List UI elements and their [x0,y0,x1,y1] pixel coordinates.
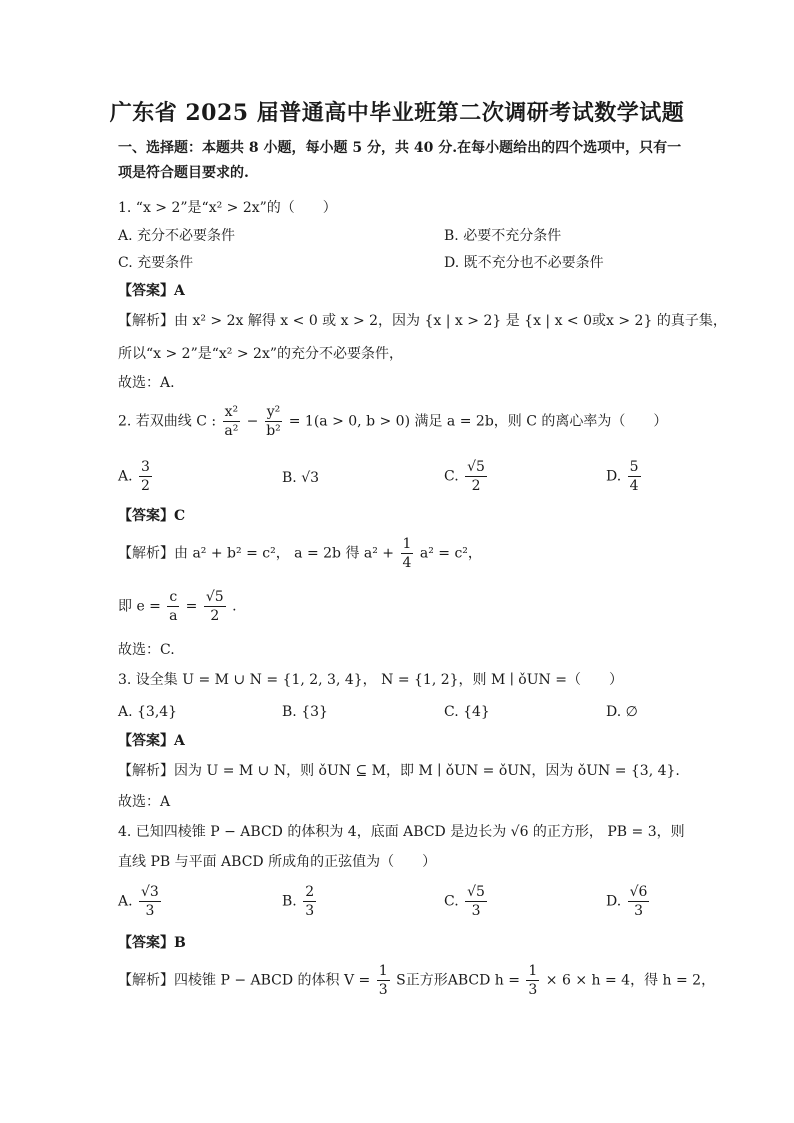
q2-option-d-frac [628,458,641,495]
q4-analysis-num2: 1 [528,963,538,979]
section-heading-line2: 项是符合题目要求的. [118,165,249,181]
q2-analysis-1-frac [401,535,414,572]
q2-analysis-1-num: 1 [402,536,412,552]
q2-frac-y [265,403,283,440]
q1-option-d: D. 既不充分也不必要条件 [444,255,604,271]
q4-answer: 【答案】B [118,935,186,951]
q3-option-c: C. {4} [444,704,490,720]
q2-conclusion: 故选：C. [118,642,175,658]
q4-option-c-label: C. [444,893,459,910]
q3-conclusion: 故选：A [118,794,171,810]
q2-analysis-2-pre: 即 e = [118,598,161,615]
q2-stem-pre: 2. 若双曲线 C : [118,413,217,430]
q4-option-b-frac [303,883,316,920]
q3-option-d: D. ∅ [606,704,638,720]
q2-frac-x-num: x² [224,404,239,420]
q4-analysis-den1: 3 [378,982,388,998]
q4-analysis [118,962,715,999]
q2-option-b [282,468,319,488]
q4-option-a-den: 3 [145,903,155,919]
q4-option-d-den: 3 [634,903,644,919]
q4-analysis-post: × 6 × h = 4，得 h = 2， [545,972,716,989]
q4-option-a-label: A. [118,893,133,910]
q2-option-c-frac [465,458,487,495]
q1-option-c: C. 充要条件 [118,255,194,271]
q1-analysis-1: 【解析】由 x² > 2x 解得 x < 0 或 x > 2，因为 {x | x > 2} 是 {x | x < 0或x > 2} 的真子集， [118,313,727,329]
q4-option-c [444,883,489,920]
q4-analysis-frac1 [377,962,390,999]
q2-option-c-num: √5 [467,459,485,475]
q4-analysis-num1: 1 [378,963,388,979]
q4-option-d [606,883,651,920]
q2-analysis-1-pre: 【解析】由 a² + b² = c²， a = 2b 得 a² + [118,545,395,562]
q4-stem-2: 直线 PB 与平面 ABCD 所成角的正弦值为（ ） [118,854,437,870]
q1-conclusion: 故选：A. [118,375,175,391]
q2-analysis-2-num2: √5 [205,589,224,605]
q2-frac-y-den: b² [266,423,281,439]
q2-option-c-label: C. [444,468,459,485]
q4-option-c-frac [465,883,487,920]
q2-option-a-frac [139,458,152,495]
q2-option-a-den: 2 [141,478,150,494]
q4-option-d-frac [628,883,650,920]
section-heading-line1: 一、选择题：本题共 8 小题，每小题 5 分，共 40 分.在每小题给出的四个选项中，只有一 [118,140,682,156]
q2-analysis-2-den1: a [169,608,178,624]
q4-stem-1: 4. 已知四棱锥 P − ABCD 的体积为 4，底面 ABCD 是边长为 √6 的正方形， PB = 3，则 [118,824,685,840]
q4-option-b-num: 2 [305,884,315,900]
q2-stem-post: = 1(a > 0, b > 0) 满足 a = 2b，则 C 的离心率为（ ） [288,413,668,430]
q4-analysis-den2: 3 [528,982,538,998]
q4-option-a-num: √3 [141,884,159,900]
q1-analysis-2: 所以“x > 2”是“x² > 2x”的充分不必要条件， [118,346,404,362]
q2-frac-x [223,403,241,440]
q2-minus: − [246,413,259,430]
q3-analysis: 【解析】因为 U = M ∪ N，则 ǒUN ⊆ M，即 M ∣ ǒUN = ǒUN，因为 ǒUN = {3, 4}. [118,763,680,779]
q3-answer: 【答案】A [118,733,185,749]
q2-stem [118,403,667,440]
q2-option-c [444,458,489,495]
q2-frac-x-den: a² [224,423,239,439]
q4-option-d-label: D. [606,893,622,910]
q1-stem: 1. “x > 2”是“x² > 2x”的（ ） [118,200,337,216]
q2-analysis-1-post: a² = c²， [419,545,482,562]
q4-option-d-num: √6 [629,884,648,900]
q1-answer: 【答案】A [118,283,185,299]
q4-option-c-den: 3 [471,903,481,919]
q4-option-b [282,883,318,920]
exam-title: 广东省 2025 届普通高中毕业班第二次调研考试数学试题 [109,100,685,126]
q2-analysis-2 [118,588,237,625]
q4-analysis-frac2 [526,962,539,999]
q4-option-a-frac [139,883,161,920]
q2-option-d-label: D. [606,468,622,485]
q2-analysis-2-den2: 2 [210,608,220,624]
q2-analysis-1 [118,535,482,572]
q2-analysis-2-eq: = [185,598,198,615]
q2-analysis-2-frac1 [167,588,179,625]
q2-option-b-text: √3 [301,470,320,486]
q4-analysis-pre: 【解析】四棱锥 P − ABCD 的体积 V = [118,972,371,989]
q2-option-a-label: A. [118,468,133,485]
q2-option-d-num: 5 [629,459,639,475]
q1-option-a: A. 充分不必要条件 [118,228,236,244]
q4-option-a [118,883,163,920]
q3-option-a: A. {3,4} [118,704,178,720]
q4-option-b-den: 3 [305,903,315,919]
q2-analysis-2-post: . [232,598,237,615]
q2-option-c-den: 2 [471,478,481,494]
q1-option-b: B. 必要不充分条件 [444,228,562,244]
q2-option-a [118,458,154,495]
q2-option-b-label: B. [282,470,297,486]
q2-analysis-2-frac2 [204,588,226,625]
q2-frac-y-num: y² [266,404,281,420]
q4-analysis-mid: S正方形ABCD h = [396,972,520,989]
q2-option-a-num: 3 [141,459,150,475]
q2-analysis-2-num1: c [169,589,178,605]
q2-option-d [606,458,643,495]
q4-option-b-label: B. [282,893,297,910]
q3-option-b: B. {3} [282,704,328,720]
q4-option-c-num: √5 [467,884,485,900]
q2-option-d-den: 4 [629,478,639,494]
q3-stem: 3. 设全集 U = M ∪ N = {1, 2, 3, 4}， N = {1, 2}，则 M ∣ ǒUN =（ ） [118,672,623,688]
q2-answer: 【答案】C [118,508,186,524]
q2-analysis-1-den: 4 [402,555,412,571]
